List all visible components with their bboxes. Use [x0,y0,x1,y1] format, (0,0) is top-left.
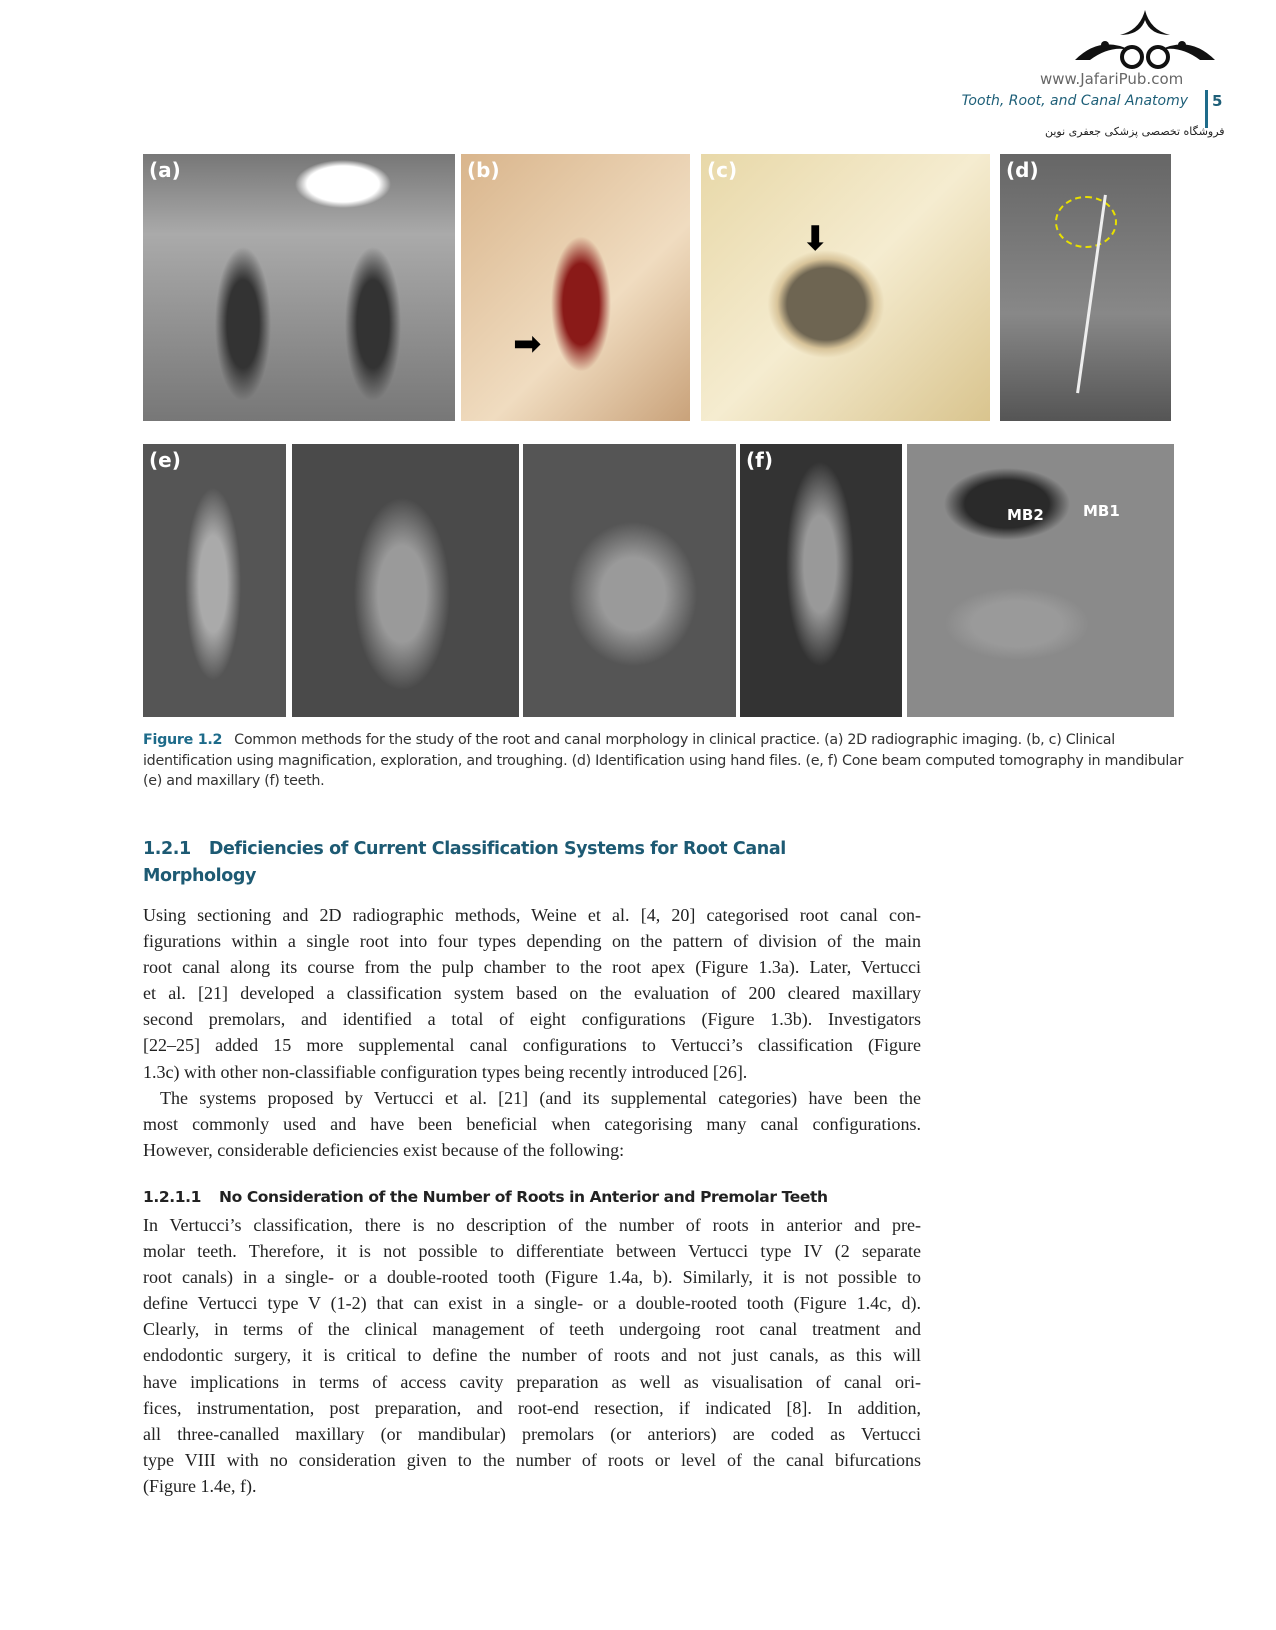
subsection-title: No Consideration of the Number of Roots in Anterior and Premolar Teeth [219,1188,828,1206]
panel-label: (c) [707,158,738,182]
text-line: et al. [21] developed a classification system based on the evaluation of 200 cleared maxillary [143,983,921,1004]
subsection-heading [143,1188,828,1206]
caption-text: Common methods for the study of the root and canal morphology in clinical practice. (a) 2D radiographic imaging. (b, c) Clinical identification using magnification, exploration, and troughing. (d) Identification using hand files. (e, f) Cone beam computed tomography in mandibular (e) and maxillary (f) teeth. [143,732,1184,789]
arrow-icon: ➡ [513,326,542,363]
text-line: figurations within a single root into four types depending on the pattern of division of the main [143,931,921,952]
text-line: The systems proposed by Vertucci et al. [21] (and its supplemental categories) have been the [160,1088,921,1108]
paragraph-2 [143,1085,921,1163]
annotation-mb1: MB1 [1083,502,1120,520]
figure-panel-e-cbct-3 [523,444,736,717]
text-line: root canal along its course from the pulp chamber to the root apex (Figure 1.3a). Later, Vertucci [143,957,921,978]
watermark-url: www.JafariPub.com [1040,70,1184,88]
paragraph-1 [143,902,921,1085]
section-number: 1.2.1 [143,839,191,859]
header-divider [1205,90,1208,128]
text-line: Using sectioning and 2D radiographic methods, Weine et al. [4, 20] categorised root canal con- [143,905,921,925]
text-line: have implications in terms of access cavity preparation as well as visualisation of canal ori- [143,1371,921,1392]
text-line: [22–25] added 15 more supplemental canal configurations to Vertucci’s classification (Figure [143,1035,921,1056]
figure-panel-e-cbct-2 [292,444,519,717]
panel-label: (a) [149,158,181,182]
panel-label: (f) [746,448,773,472]
page-number: 5 [1212,92,1223,110]
figure-panel-f-cbct-1 [740,444,902,717]
annotation-mb2: MB2 [1007,506,1044,524]
figure-panel-d-radiograph-hand-files [1000,154,1171,421]
watermark-store-name: فروشگاه تخصصی پزشکی جعفری نوین [1045,125,1225,138]
section-title: Deficiencies of Current Classification Systems for Root Canal Morphology [143,839,786,886]
text-line: second premolars, and identified a total of eight configurations (Figure 1.3b). Investigators [143,1009,921,1030]
panel-label: (e) [149,448,181,472]
figure-panel-b-clinical-photo [461,154,690,421]
text-line: 1.3c) with other non-classifiable configuration types being recently introduced [26]. [143,1061,748,1082]
subsection-number: 1.2.1.1 [143,1188,202,1206]
text-line: fices, instrumentation, post preparation, and root-end resection, if indicated [8]. In addition, [143,1397,921,1418]
text-line: endodontic surgery, it is critical to define the number of roots and not just canals, as this will [143,1345,921,1366]
highlight-circle [1055,196,1117,248]
figure-panel-a-radiograph [143,154,455,421]
text-line: (Figure 1.4e, f). [143,1475,257,1496]
text-line: all three-canalled maxillary (or mandibular) premolars (or anteriors) are coded as Vertucci [143,1423,921,1444]
panel-label: (d) [1006,158,1039,182]
text-line: Clearly, in terms of the clinical management of teeth undergoing root canal treatment and [143,1319,921,1340]
text-line: most commonly used and have been beneficial when categorising many canal configurations. [143,1114,921,1135]
figure-panel-f-cbct-2 [907,444,1174,717]
figure-panel-e-cbct-1 [143,444,286,717]
figure-label: Figure 1.2 [143,732,223,748]
panel-label: (b) [467,158,500,182]
text-line: define Vertucci type V (1-2) that can exist in a single- or a double-rooted tooth (Figure 1.4c, d). [143,1293,921,1314]
text-line: molar teeth. Therefore, it is not possible to differentiate between Vertucci type IV (2 separate [143,1241,921,1262]
running-title: Tooth, Root, and Canal Anatomy [961,93,1188,109]
arrow-down-icon: ⬇ [801,221,830,258]
text-line: In Vertucci’s classification, there is no description of the number of roots in anterior and pre- [143,1215,921,1235]
paragraph-3 [143,1212,921,1499]
figure-panel-c-clinical-photo [701,154,990,421]
text-line: However, considerable deficiencies exist because of the following: [143,1140,625,1161]
text-line: type VIII with no consideration given to the number of roots or level of the canal bifurcations [143,1449,921,1470]
section-heading [143,836,843,890]
watermark-logo [1070,5,1220,80]
figure-caption [143,730,1203,792]
text-line: root canals) in a single- or a double-rooted tooth (Figure 1.4a, b). Similarly, it is not possible to [143,1267,921,1288]
